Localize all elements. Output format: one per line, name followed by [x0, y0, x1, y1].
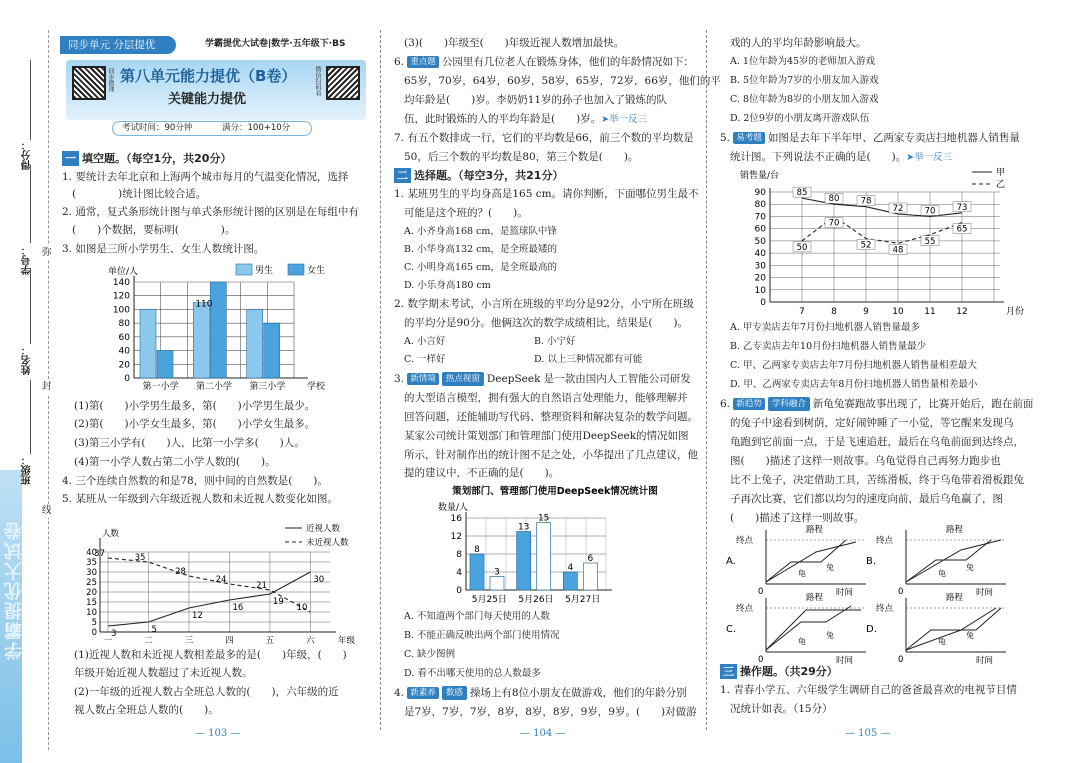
s2-q1-option-d[interactable]: D. 小乐身高180 cm — [404, 280, 491, 291]
s2-q3-option-b[interactable]: B. 不能正确反映出两个部门使用情况 — [404, 630, 560, 641]
seal-char-3: 线 — [42, 505, 52, 516]
race-hare-label: 兔 — [966, 563, 974, 572]
s2-q2-option-a[interactable]: A. 小言好 — [404, 336, 446, 347]
sales-data-label: 72 — [892, 204, 904, 214]
school-bar-girls — [264, 323, 280, 378]
school-ytick-label: 80 — [118, 319, 130, 330]
r-q6-line6: 子再次比赛，它们都以均匀的速度向前，最后乌龟赢了，图 — [730, 493, 1003, 505]
r-q4-option-d[interactable]: D. 2位9岁的小朋友离开游戏队伍 — [730, 113, 870, 124]
s2-q3-line3: 回答问题，还能辅助写代码、整理资料和解决复杂的数学问题。 — [404, 411, 698, 423]
q6-practice-link[interactable]: ➤举一反三 — [601, 114, 648, 125]
myopia-data-label: 37 — [94, 549, 105, 559]
sales-ytick-label: 60 — [754, 224, 766, 235]
myopia-data-label: 28 — [175, 567, 186, 577]
race-yaxis-title: 路程 — [806, 593, 824, 603]
race-path-tortoise — [766, 540, 846, 582]
s2-q3-line2: 的大型语言模型，拥有强大的自然语言处理能力，能够理解并 — [404, 392, 688, 404]
s1-q5-sub1-line1: (1)近视人数和未近视人数相差最多的是( )年级，( ) — [74, 649, 347, 661]
myopia-ytick-label: 20 — [86, 588, 97, 598]
race-option-letter: A. — [726, 556, 736, 567]
school-ytick-label: 40 — [118, 346, 130, 357]
school-legend-label: 男生 — [255, 266, 274, 276]
r-q5-option-d[interactable]: D. 甲、乙两家专卖店去年8月份扫地机器人销售量相差最小 — [730, 379, 978, 390]
sales-data-label: 55 — [924, 236, 936, 247]
s1-q3-sub1: (1)第( )小学男生最多，第( )小学男生最少。 — [74, 400, 316, 412]
page-number-103: — 103 — — [195, 728, 241, 739]
qr-code-left[interactable] — [72, 66, 106, 100]
exam-time: 考试时间：90分钟 — [122, 123, 193, 133]
section-2-text: 选择题。（每空3分，共21分） — [414, 169, 564, 182]
sales-data-label: 80 — [828, 194, 840, 205]
r-q6-line4: 图( )描述了这样一则故事。乌龟觉得自己再努力跑步也 — [730, 455, 1001, 467]
s1-q3-sub4: (4)第一小学人数占第二小学人数的( )。 — [74, 456, 276, 468]
myopia-category-label: 四 — [225, 636, 234, 646]
school-ytick-label: 100 — [112, 305, 130, 316]
race-graph-options — [726, 525, 1006, 666]
myopia-ytick-label: 25 — [86, 578, 97, 588]
r-q5-option-c[interactable]: C. 甲、乙两家专卖店去年7月份扫地机器人销售量相差最大 — [730, 360, 978, 371]
sales-category-label: 11 — [924, 307, 936, 317]
school-ytick-label: 60 — [118, 332, 130, 343]
race-finish-label: 终点 — [736, 536, 754, 546]
sidebar-brand: 学霸提优大试卷 — [4, 520, 25, 660]
deepseek-yaxis-title: 数量/人 — [438, 503, 469, 513]
myopia-ytick-label: 10 — [86, 608, 97, 618]
s1-q2-line1: 2. 通常，复式条形统计图与单式条形统计图的区别是在每组中有 — [62, 206, 359, 218]
sales-category-label: 10 — [892, 307, 904, 317]
school-ytick-label: 20 — [118, 360, 130, 371]
section-3-no: 三 — [720, 664, 737, 679]
s1-q5: 5. 某班从一年级到六年级近视人数和未近视人数变化如图。 — [62, 493, 338, 505]
sales-category-label: 7 — [799, 307, 805, 317]
sidebar-score-label: 得分： — [22, 140, 33, 170]
score-line — [30, 60, 31, 140]
sales-data-label: 48 — [892, 245, 904, 256]
race-hare-label: 兔 — [826, 631, 834, 640]
s1-q5-sub2-line2: 视人数占全班总人数的( )。 — [74, 704, 219, 716]
sales-data-label: 73 — [956, 202, 968, 213]
q3-tag-1: 新情境 — [407, 373, 439, 385]
r-q6-line7: ( )描述了这样一则故事。 — [730, 512, 865, 524]
race-option-letter: B. — [866, 556, 877, 567]
race-path-tortoise — [766, 606, 851, 650]
race-yaxis-title: 路程 — [946, 525, 964, 535]
race-xaxis-title: 时间 — [836, 656, 854, 666]
sales-data-label: 85 — [796, 188, 808, 199]
deepseek-category-label: 5月26日 — [518, 595, 554, 605]
race-xaxis-title: 时间 — [836, 588, 854, 598]
myopia-legend-label: 近视人数 — [306, 524, 341, 534]
r-q5-practice-link[interactable]: ➤举一反三 — [906, 152, 953, 163]
sales-ytick-label: 90 — [754, 188, 766, 198]
race-path-hare — [766, 610, 861, 650]
deepseek-ytick-label: 0 — [456, 586, 462, 596]
s2-q3-line6: 提的建议中，不正确的是( )。 — [404, 467, 560, 479]
r-q4-line3: 戏的人的平均年龄影响最大。 — [730, 37, 867, 49]
myopia-ytick-label: 40 — [86, 548, 97, 558]
section-1-title — [62, 151, 231, 166]
section-3-title — [720, 664, 838, 679]
myopia-yaxis-title: 人数 — [102, 529, 120, 539]
myopia-data-label: 21 — [256, 581, 267, 591]
q4-tag-1: 新素养 — [407, 687, 439, 699]
s2-q1-option-b[interactable]: B. 小华身高132 cm，是全班最矮的 — [404, 244, 558, 255]
s2-q3-option-d[interactable]: D. 看不出哪天使用的总人数最多 — [404, 668, 541, 679]
race-path-tortoise — [906, 540, 991, 582]
deepseek-bar — [470, 554, 484, 590]
s2-q1-line1: 1. 某班男生的平均身高是165 cm。请你判断，下面哪位男生最不 — [394, 188, 699, 200]
deepseek-ytick-label: 16 — [450, 514, 462, 524]
school-xaxis-title: 学校 — [306, 382, 326, 392]
race-finish-label: 终点 — [876, 604, 894, 614]
school-legend-swatch — [288, 264, 304, 275]
deepseek-bar — [490, 577, 504, 591]
race-finish-label: 终点 — [876, 536, 894, 546]
s2-q3-option-c[interactable]: C. 缺少图例 — [404, 649, 455, 660]
mid-q6-line4 — [404, 112, 647, 127]
deepseek-category-label: 5月25日 — [471, 595, 507, 605]
race-tortoise-label: 龟 — [938, 637, 946, 646]
school-bar-boys — [193, 303, 209, 378]
r-q6-line5: 比不上兔子，决定借助工具，苦练滑板，终于乌龟带着滑板跟兔 — [730, 474, 1024, 486]
myopia-category-label: 五 — [265, 636, 275, 646]
sales-legend-label: 乙 — [996, 180, 1006, 190]
id-line — [30, 165, 31, 243]
sales-data-label: 65 — [956, 224, 968, 235]
section-1-text: 填空题。（每空1分，共20分） — [82, 152, 232, 165]
section-3-text: 操作题。（共29分） — [740, 665, 838, 678]
r-q6-line3: 龟跑到它前面一点，于是飞速追赶，最后在乌龟前面到达终点， — [730, 436, 1024, 448]
race-path-hare — [906, 540, 1001, 582]
deepseek-bar — [583, 563, 597, 590]
race-option-letter: C. — [726, 624, 737, 635]
race-option-3 — [726, 592, 866, 666]
sales-data-label: 78 — [860, 196, 872, 207]
mid-q5-sub3: (3)( )年级至( )年级近视人数增加最快。 — [404, 37, 625, 49]
school-ytick-label: 120 — [112, 291, 130, 302]
section-2-title — [394, 168, 563, 183]
race-xaxis-title: 时间 — [976, 588, 994, 598]
myopia-data-label: 19 — [272, 597, 284, 607]
qr-code-right[interactable] — [326, 66, 360, 100]
sales-data-label: 50 — [796, 242, 808, 253]
s2-q2-line2: 的平均分是90分。他俩这次的数学成绩相比，结果是( )。 — [404, 317, 689, 329]
page-number-105: — 105 — — [845, 728, 891, 739]
sales-ytick-label: 20 — [754, 273, 766, 284]
race-tortoise-label: 龟 — [798, 569, 806, 578]
school-bar-boys — [247, 309, 263, 378]
race-option-1 — [726, 524, 866, 598]
race-tortoise-label: 龟 — [938, 569, 946, 578]
school-category-label: 第二小学 — [195, 382, 233, 392]
school-legend-label: 女生 — [307, 266, 326, 276]
deepseek-data-label: 3 — [494, 567, 500, 578]
s2-q4-line1: 4. 新素养 数感 操场上有8位小朋友在做游戏，他们的年龄分别 — [394, 687, 687, 699]
qr-right-caption: 微信扫码看 — [314, 66, 321, 96]
s2-q3-line4: 某家公司统计策划部门和管理部门使用DeepSeek的情况如图 — [404, 430, 689, 442]
myopia-ytick-label: 5 — [91, 618, 97, 628]
s1-q4: 4. 三个连续自然数的和是78，则中间的自然数是( )。 — [62, 475, 328, 487]
r-q6-tag-1: 新趋势 — [733, 398, 765, 410]
myopia-line-chart — [70, 520, 370, 644]
deepseek-data-label: 13 — [517, 522, 530, 533]
s1-q1-line1: 1. 要统计去年北京和上海两个城市每月的气温变化情况，选择 — [62, 171, 349, 183]
race-hare-label: 兔 — [826, 563, 834, 572]
q4-tag-2: 数感 — [442, 686, 467, 700]
s1-q5-sub1-line2: 年级开始近视人数超过了未近视人数。 — [74, 667, 253, 679]
r-q5-option-a[interactable]: A. 甲专卖店去年7月份扫地机器人销售量最多 — [730, 322, 920, 333]
s1-q3-sub2: (2)第( )小学女生最多，第( )小学女生最多。 — [74, 418, 316, 430]
myopia-ytick-label: 30 — [86, 568, 97, 578]
school-bar-girls — [157, 351, 173, 378]
sidebar-name-label: 姓名： — [22, 345, 33, 375]
s3-q1-line2: 况统计如表。（15分） — [730, 703, 833, 715]
s2-q2-option-c[interactable]: C. 一样好 — [404, 354, 446, 365]
sales-category-label: 8 — [831, 307, 837, 317]
myopia-category-label: 一 — [103, 636, 113, 646]
sales-category-label: 12 — [956, 307, 968, 317]
deepseek-data-label: 4 — [567, 563, 574, 573]
name-line — [30, 268, 31, 344]
r-q4-option-a[interactable]: A. 1位年龄为45岁的老师加入游戏 — [730, 56, 876, 67]
sales-ytick-label: 30 — [754, 261, 766, 272]
mid-q6-text4: 伍，此时锻炼的人的平均年龄是( )岁。 — [404, 113, 602, 125]
r-q5-line2 — [730, 150, 952, 165]
header-band: 同步单元 分层提优 — [60, 36, 176, 54]
race-option-2 — [866, 524, 1006, 598]
race-finish-label: 终点 — [736, 604, 754, 614]
seal-char-1: 弥 — [42, 247, 52, 258]
myopia-ytick-label: 35 — [86, 558, 97, 568]
divider-left — [380, 30, 381, 730]
myopia-data-label: 30 — [313, 575, 325, 585]
sales-category-label: 9 — [863, 307, 869, 317]
s3-q1-line1: 1. 青春小学五、六年级学生调研自己的爸爸最喜欢的电视节目情 — [720, 684, 1017, 696]
q6-tag: 重点题 — [407, 56, 439, 68]
s2-q3-line1: 3. 新情境 热点视窗 DeepSeek 是一款由国内人工智能公司研发 — [394, 373, 691, 385]
deepseek-bar — [537, 523, 551, 591]
page-number-104: — 104 — — [520, 728, 566, 739]
school-bar-girls — [210, 282, 226, 378]
mid-q6-line1: 6. 重点题 公园里有几位老人在锻炼身体，他们的年龄情况如下： — [394, 56, 694, 68]
sales-ytick-label: 10 — [754, 285, 766, 296]
myopia-data-label: 12 — [191, 611, 203, 621]
sales-yaxis-title: 销售量/台 — [740, 171, 780, 181]
myopia-data-label: 10 — [296, 603, 308, 613]
r-q5-tag: 易考题 — [733, 132, 765, 144]
race-origin-label: 0 — [758, 587, 764, 597]
deepseek-bar-chart — [420, 484, 690, 604]
s1-q3-sub3: (3)第三小学有( )人，比第一小学多( )人。 — [74, 437, 305, 449]
s2-q3-option-a[interactable]: A. 不知道两个部门每天使用的人数 — [404, 611, 550, 622]
r-q4-option-b[interactable]: B. 5位年龄为7岁的小朋友加入游戏 — [730, 75, 879, 86]
r-q5-text2: 统计图。下列说法不正确的是( )。 — [730, 151, 907, 163]
myopia-ytick-label: 15 — [86, 598, 97, 608]
s1-q1-line2: ( )统计图比较合适。 — [72, 188, 207, 200]
deepseek-ytick-label: 4 — [456, 568, 462, 578]
sales-line-chart — [740, 166, 1040, 316]
sales-ytick-label: 50 — [754, 236, 766, 247]
s2-q2-option-d[interactable]: D. 以上三种情况都有可能 — [534, 354, 643, 365]
deepseek-chart-title: 策划部门、管理部门使用DeepSeek情况统计图 — [452, 486, 658, 497]
section-1-no: 一 — [62, 151, 79, 166]
mid-q6-line2: 65岁，70岁，64岁，60岁，58岁，65岁，72岁，66岁，他们的平 — [404, 75, 721, 87]
school-bar-boys — [140, 309, 156, 378]
sales-ytick-label: 0 — [760, 298, 766, 308]
myopia-xaxis-title: 年级 — [338, 636, 356, 646]
r-q6-line2: 的兔子中途看到树荫，定好闹钟睡了一小觉，等它醒来发现乌 — [730, 417, 1014, 429]
myopia-ytick-label: 0 — [91, 628, 97, 638]
school-category-label: 第三小学 — [249, 382, 286, 392]
sales-xaxis-title: 月份 — [1006, 307, 1025, 317]
r-q6-text1: 新龟兔赛跑故事出现了，比赛开始后，跑在前面 — [812, 398, 1034, 410]
s1-q5-sub2-line1: (2)一年级的近视人数占全班总人数的( )，六年级的近 — [74, 686, 339, 698]
q3-tag-2: 热点视窗 — [442, 372, 484, 386]
deepseek-bar — [563, 572, 577, 590]
deepseek-category-label: 5月27日 — [565, 595, 601, 605]
s1-q3-stem: 3. 如图是三所小学男生、女生人数统计图。 — [62, 243, 265, 255]
header-series: 学霸提优大试卷|数学·五年级下·BS — [205, 39, 346, 49]
mid-q7-line2: 50，后三个数的平均数是80，第三个数是( )。 — [404, 151, 639, 163]
myopia-data-label: 24 — [215, 575, 227, 585]
sales-data-label: 52 — [860, 240, 872, 251]
school-legend-swatch — [236, 264, 252, 275]
sales-ytick-label: 40 — [754, 249, 766, 260]
race-origin-label: 0 — [898, 655, 904, 665]
mid-q7-line1: 7. 有五个数排成一行，它们的平均数是66，前三个数的平均数是 — [394, 132, 694, 144]
race-origin-label: 0 — [758, 655, 764, 665]
race-path-hare — [906, 608, 996, 650]
sidebar-class-label: 班级： — [22, 455, 33, 485]
myopia-category-label: 六 — [306, 636, 315, 646]
unit-title: 第八单元能力提优（B卷） — [120, 67, 297, 85]
myopia-data-label: 5 — [151, 625, 157, 635]
section-2-no: 二 — [394, 168, 411, 183]
myopia-legend-label: 未近视人数 — [306, 538, 349, 548]
deepseek-data-label: 8 — [474, 545, 480, 555]
race-yaxis-title: 路程 — [946, 593, 964, 603]
school-yaxis-title: 单位/人 — [108, 267, 139, 277]
deepseek-ytick-label: 12 — [450, 532, 462, 542]
myopia-category-label: 二 — [144, 636, 153, 646]
r-q6-tag-2: 学科融合 — [768, 397, 810, 411]
class-line — [30, 380, 31, 454]
r-q5-option-b[interactable]: B. 乙专卖店去年10月份扫地机器人销售量最少 — [730, 341, 927, 352]
divider-right — [706, 30, 707, 730]
school-data-label: 110 — [195, 299, 213, 310]
sales-data-label: 70 — [924, 206, 936, 217]
s2-q2-option-b[interactable]: B. 小宁好 — [534, 336, 576, 347]
r-q6-line1: 6. 新趋势 学科融合 新龟兔赛跑故事出现了，比赛开始后，跑在前面 — [720, 398, 1034, 410]
race-xaxis-title: 时间 — [976, 656, 994, 666]
qr-left-caption: 同步微课 — [107, 68, 114, 92]
race-hare-label: 兔 — [966, 631, 974, 640]
myopia-data-label: 3 — [111, 629, 117, 639]
r-q5-line1: 5. 易考题 如图是去年下半年甲、乙两家专卖店扫地机器人销售量 — [720, 132, 1020, 144]
exam-full-score: 满分：100+10分 — [222, 123, 291, 133]
sidebar-id-label: 学号： — [22, 245, 33, 275]
school-ytick-label: 0 — [124, 374, 130, 384]
school-category-label: 第一小学 — [142, 382, 179, 392]
school-ytick-label: 140 — [112, 278, 130, 288]
s2-q4-text1: 操场上有8位小朋友在做游戏，他们的年龄分别 — [469, 687, 687, 699]
deepseek-data-label: 15 — [537, 513, 550, 524]
myopia-data-label: 16 — [232, 603, 244, 613]
sales-ytick-label: 80 — [754, 200, 766, 211]
mid-q6-line3: 均年龄是( )岁。李奶奶11岁的孙子也加入了锻炼的队 — [404, 94, 668, 106]
s2-q4-line2: 是7岁，7岁，7岁，8岁，8岁，8岁，9岁，9岁。( )对做游 — [404, 706, 697, 718]
s2-q1-option-a[interactable]: A. 小齐身高168 cm，是篮球队中锋 — [404, 226, 557, 237]
deepseek-ytick-label: 8 — [456, 550, 462, 560]
sales-data-label: 70 — [828, 218, 840, 229]
r-q5-text1: 如图是去年下半年甲、乙两家专卖店扫地机器人销售量 — [767, 132, 1020, 144]
school-bar-chart — [88, 262, 348, 396]
mid-q6-text1: 公园里有几位老人在锻炼身体，他们的年龄情况如下： — [441, 56, 694, 68]
sales-legend-label: 甲 — [996, 168, 1006, 178]
seal-char-2: 封 — [42, 381, 52, 392]
s2-q2-line1: 2. 数学期末考试，小言所在班级的平均分是92分，小宁所在班级 — [394, 298, 694, 310]
s2-q3-line5: 所示，针对制作出的统计图不足之处，小华提出了几点建议，他 — [404, 449, 698, 461]
race-option-4 — [866, 592, 1006, 666]
myopia-data-label: 35 — [134, 553, 146, 563]
s1-q2-line2: ( )个数据，要标明( )。 — [72, 224, 236, 236]
s2-q1-option-c[interactable]: C. 小明身高165 cm，是全班最高的 — [404, 262, 557, 273]
sales-ytick-label: 70 — [754, 212, 766, 223]
s2-q3-text1: DeepSeek 是一款由国内人工智能公司研发 — [486, 373, 691, 385]
race-tortoise-label: 龟 — [798, 637, 806, 646]
unit-subtitle: 关键能力提优 — [168, 92, 247, 107]
myopia-category-label: 三 — [184, 636, 194, 646]
s2-q1-line2: 可能是这个班的？( )。 — [404, 207, 528, 219]
deepseek-bar — [517, 532, 531, 591]
race-origin-label: 0 — [898, 587, 904, 597]
race-yaxis-title: 路程 — [806, 525, 824, 535]
r-q4-option-c[interactable]: C. 8位年龄为8岁的小朋友加入游戏 — [730, 94, 879, 105]
deepseek-data-label: 6 — [587, 554, 594, 564]
race-option-letter: D. — [866, 624, 877, 635]
